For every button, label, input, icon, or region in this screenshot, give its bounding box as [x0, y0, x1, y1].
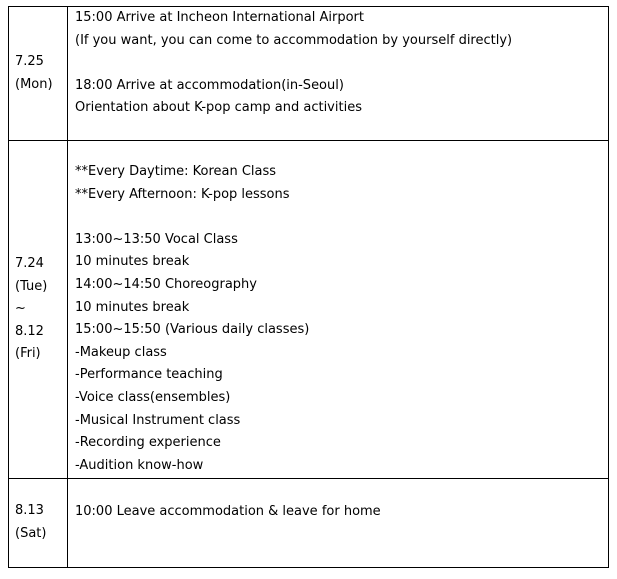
activity-line: -Recording experience — [75, 435, 221, 451]
activity-line: 15:00 Arrive at Incheon International Airport — [75, 10, 364, 25]
activity-line: -Musical Instrument class — [75, 412, 241, 428]
weekday-text: (Tue) — [15, 278, 48, 294]
date-text: 8.12 — [15, 323, 44, 339]
date-cell — [9, 141, 68, 479]
schedule-row — [9, 479, 609, 568]
spacer — [75, 206, 608, 229]
date-cell — [9, 479, 68, 568]
activity-cell — [68, 7, 609, 141]
activity-line: -Performance teaching — [75, 367, 223, 383]
activity-cell — [68, 141, 609, 479]
activity-cell — [68, 479, 609, 568]
activity-line: -Voice class(ensembles) — [75, 389, 231, 405]
activity-line: -Makeup class — [75, 344, 167, 360]
activity-line: 10 minutes break — [75, 254, 190, 270]
activity-line: -Audition know-how — [75, 457, 204, 473]
schedule-row — [9, 7, 609, 141]
activity-line: 18:00 Arrive at accommodation(in-Seoul) — [75, 77, 344, 93]
spacer — [75, 52, 608, 75]
weekday-text: (Fri) — [15, 346, 41, 362]
activity-line: (If you want, you can come to accommodation by yourself directly) — [75, 32, 513, 48]
activity-line: 10 minutes break — [75, 299, 190, 315]
activity-line: 13:00~13:50 Vocal Class — [75, 231, 238, 247]
date-text: 7.24 — [15, 256, 44, 272]
schedule-table — [8, 6, 609, 568]
activity-line: **Every Daytime: Korean Class — [75, 164, 277, 179]
date-text: 8.13 — [15, 503, 44, 519]
schedule-row — [9, 141, 609, 479]
date-cell — [9, 7, 68, 141]
range-separator: ~ — [15, 301, 26, 317]
activity-line: 14:00~14:50 Choreography — [75, 276, 257, 292]
weekday-text: (Sat) — [15, 526, 47, 541]
activity-line: 10:00 Leave accommodation & leave for home — [75, 504, 381, 519]
activity-line: **Every Afternoon: K-pop lessons — [75, 186, 290, 202]
activity-line: 15:00~15:50 (Various daily classes) — [75, 322, 310, 338]
weekday-text: (Mon) — [15, 76, 53, 92]
activity-line: Orientation about K-pop camp and activities — [75, 100, 362, 116]
date-text: 7.25 — [15, 53, 44, 69]
